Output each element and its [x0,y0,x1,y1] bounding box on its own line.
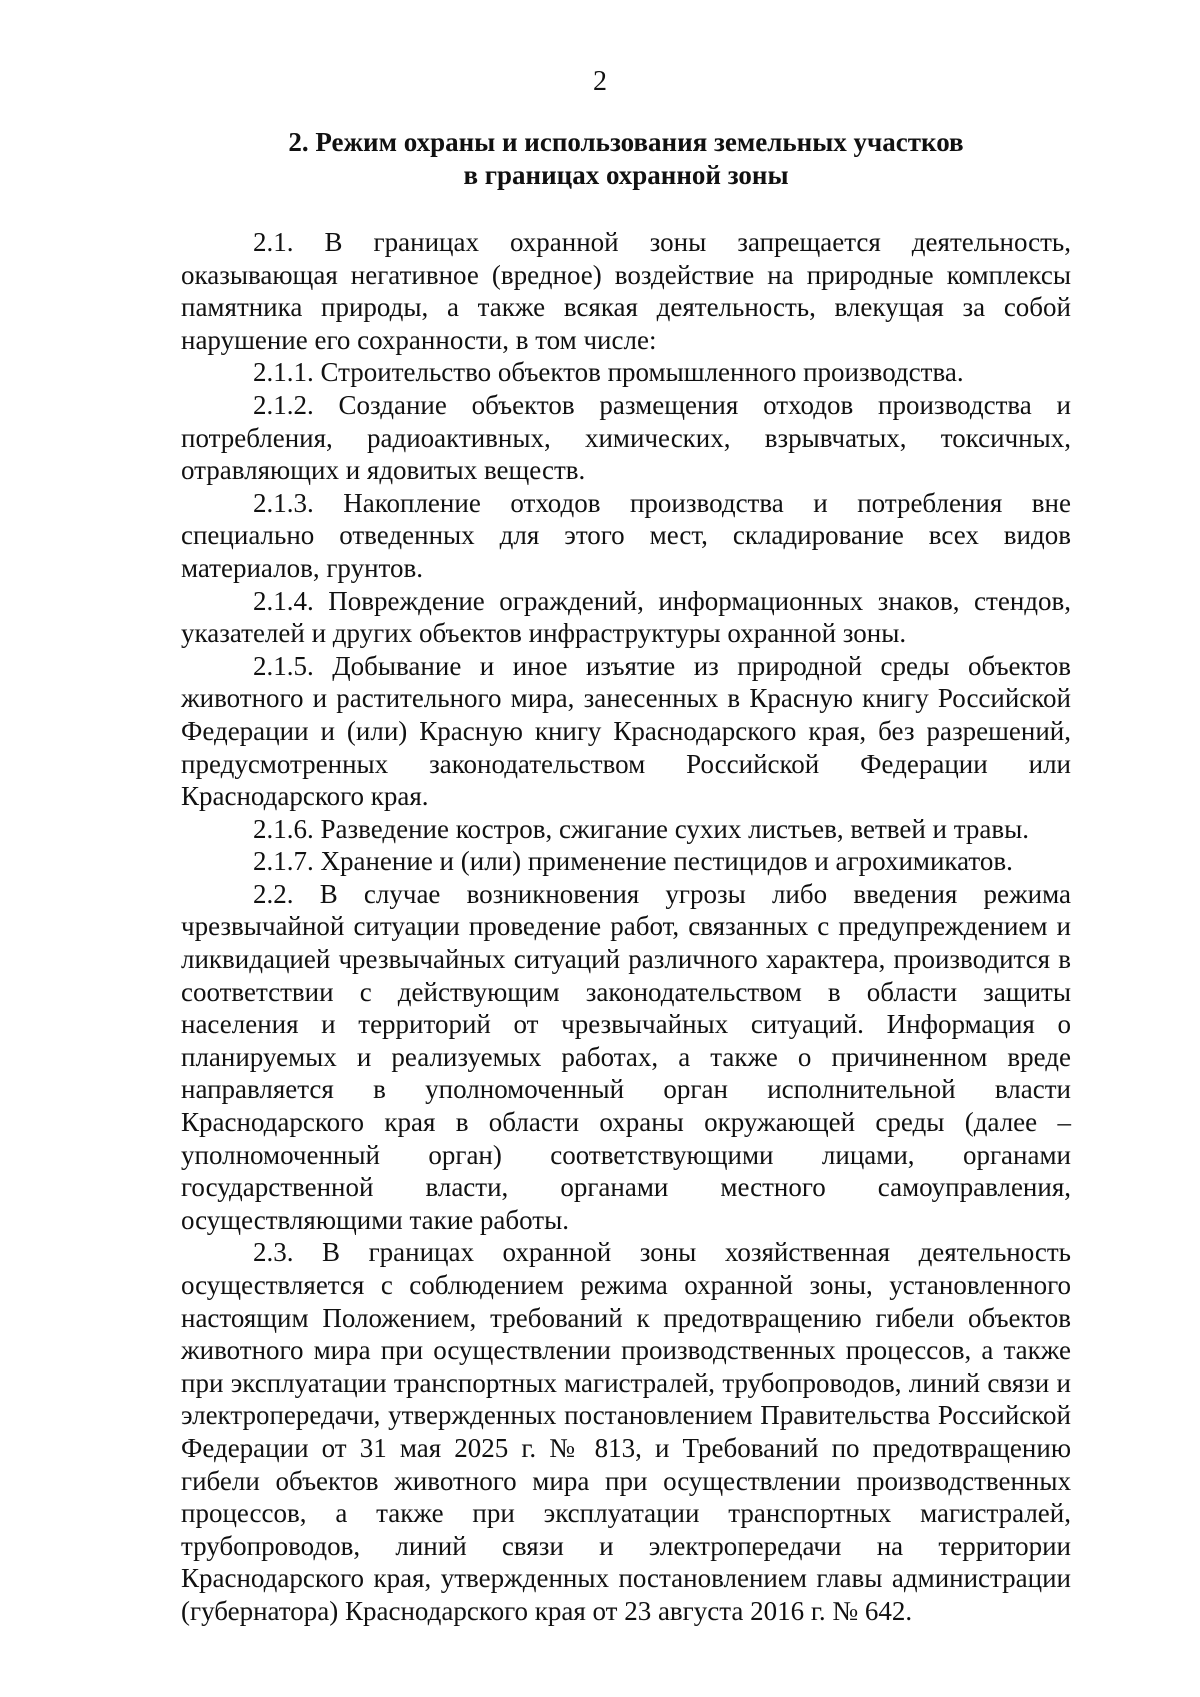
section-heading-line-1: 2. Режим охраны и использования земельных участков [288,127,964,157]
paragraph-2-1-2: 2.1.2. Создание объектов размещения отходов производства и потребления, радиоактивных, химических, взрывчатых, токсичных, отравляющих и ядовитых веществ. [181,389,1071,486]
paragraph-2-2: 2.2. В случае возникновения угрозы либо введения режима чрезвычайной ситуации проведение работ, связанных с предупреждением и ликвидацией чрезвычайных ситуаций различного характера, производится в соответствии с действующим законодательством в области защиты населения и территорий от чрезвычайных ситуаций. Информация о планируемых и реализуемых работах, а также о причиненном вреде направляется в уполномоченный орган исполнительной власти Краснодарского края в области охраны окружающей среды (далее – уполномоченный орган) соответствующими лицами, органами государственной власти, органами местного самоуправления, осуществляющими такие работы. [181,878,1071,1235]
paragraph-2-1: 2.1. В границах охранной зоны запрещается деятельность, оказывающая негативное (вредное) воздействие на природные комплексы памятника природы, а также всякая деятельность, влекущая за собой нарушение его сохранности, в том числе: [181,227,1071,355]
paragraph-2-1-7: 2.1.7. Хранение и (или) применение пестицидов и агрохимикатов. [253,846,1013,877]
page-number: 2 [593,66,607,97]
paragraph-2-1-1: 2.1.1. Строительство объектов промышленного производства. [253,357,964,388]
paragraph-2-1-4: 2.1.4. Повреждение ограждений, информационных знаков, стендов, указателей и других объектов инфраструктуры охранной зоны. [181,585,1071,649]
paragraph-2-3: 2.3. В границах охранной зоны хозяйственная деятельность осуществляется с соблюдением режима охранной зоны, установленного настоящим Положением, требований к предотвращению гибели объектов животного мира при осуществлении производственных процессов, а также при эксплуатации транспортных магистралей, трубопроводов, линий связи и электропередачи, утвержденных постановлением Правительства Российской Федерации от 31 мая 2025 г. № 813, и Требований по предотвращению гибели объектов животного мира при осуществлении производственных процессов, а также при эксплуатации транспортных магистралей, трубопроводов, линий связи и электропередачи на территории Краснодарского края, утвержденных постановлением главы администрации (губернатора) Краснодарского края от 23 августа 2016 г. № 642. [181,1237,1071,1626]
document-body [181,226,1071,1628]
section-heading-line-2: в границах охранной зоны [463,160,789,190]
paragraph-2-1-6: 2.1.6. Разведение костров, сжигание сухих листьев, ветвей и травы. [253,813,1029,844]
paragraph-2-1-3: 2.1.3. Накопление отходов производства и потребления вне специально отведенных для этого мест, складирование всех видов материалов, грунтов. [181,487,1071,583]
section-heading [180,126,1072,192]
paragraph-2-1-5: 2.1.5. Добывание и иное изъятие из природной среды объектов животного и растительного мира, занесенных в Красную книгу Российской Федерации и (или) Красную книгу Краснодарского края, без разрешений, предусмотренных законодательством Российской Федерации или Краснодарского края. [181,650,1071,812]
